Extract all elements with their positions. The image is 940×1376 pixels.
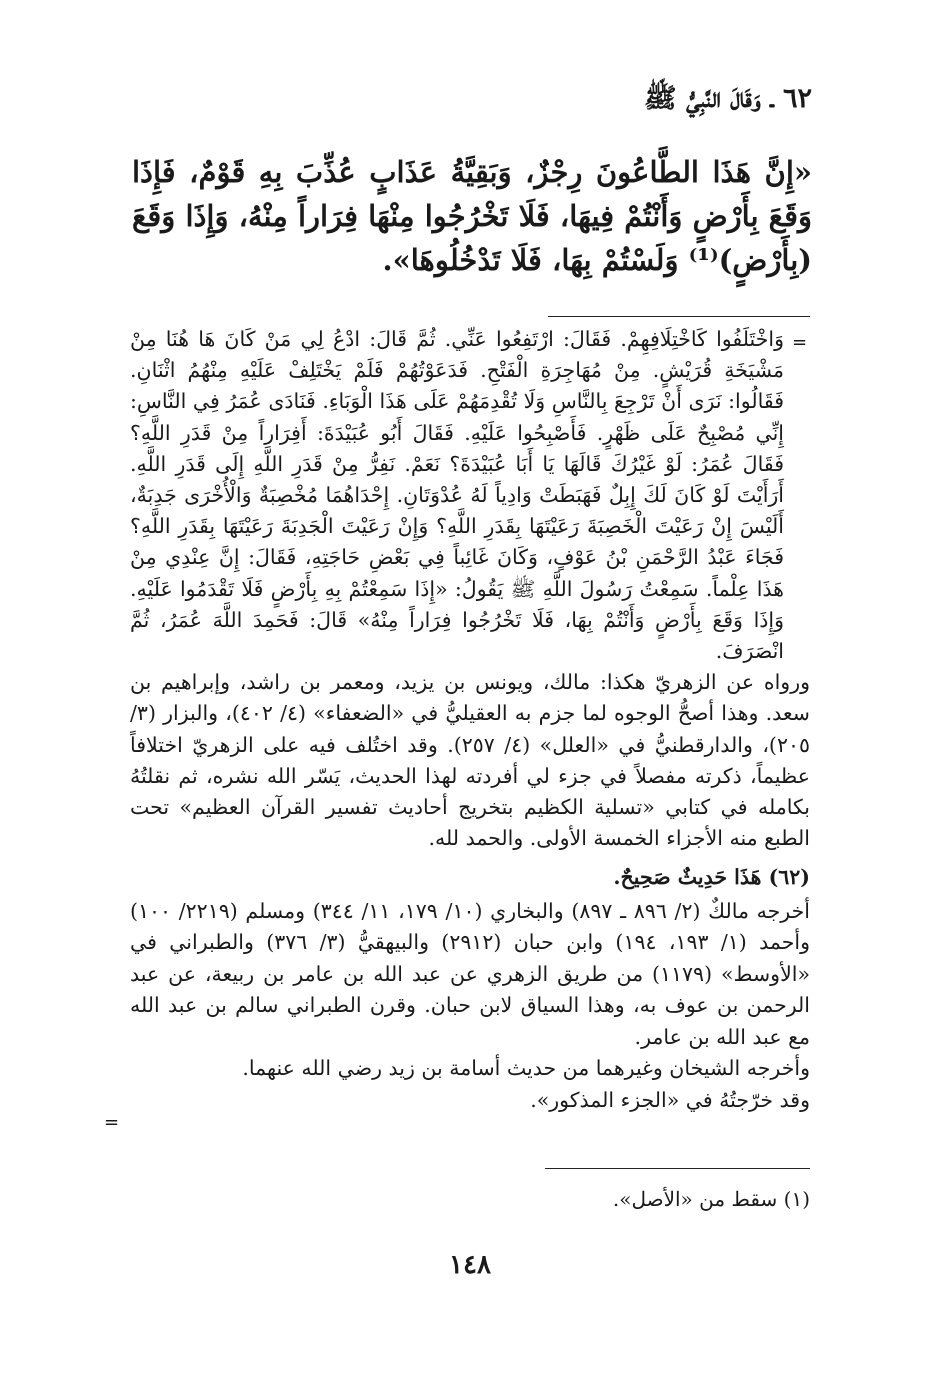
commentary-paragraph: ورواه عن الزهريّ هكذا: مالك، ويونس بن يزيد، ومعمر بن راشد، وإبراهيم بن سعد. وهذا أصحُّ الوجوه لما جزم به العقيليُّ في «الضعفاء» (٤/ ٤٠٢)، والبزار (٣/ ٢٠٥)، والدارقطنيُّ في «العلل» (٤/ ٢٥٧). وقد اختُلف فيه على الزهريّ اختلافاً عظيماً، ذكرته مفصلاً في جزء لي أفردته لهذا الحديث، يَسّر الله نشره، ثم نقلتُهُ بكامله في كتابي «تسلية الكظيم بتخريج أحاديث تفسير القرآن العظيم» تحت الطبع منه الأجزاء الخمسة الأولى. والحمد لله. xyxy=(130,670,810,851)
takhrij-paragraph: وأخرجه الشيخان وغيرهما من حديث أسامة بن زيد رضي الله عنهما. xyxy=(242,1056,810,1080)
takhrij-section xyxy=(130,862,810,1116)
hadith-text: «إِنَّ هَذَا الطَّاعُونَ رِجْزٌ، وَبَقِيَّةُ عَذَابٍ عُذِّبَ بِهِ قَوْمٌ، فَإِذَا وَقَعَ بِأَرْضٍ وَأَنْتُمْ فِيهَا، فَلَا تَخْرُجُوا مِنْهَا فِرَاراً مِنْهُ، وَإِذَا وَقَعَ (بِأَرْضٍ)⁽¹⁾ وَلَسْتُمْ بِهَا، فَلَا تَدْخُلُوهَا». xyxy=(132,155,812,277)
continuation-marker-top: = xyxy=(792,332,808,353)
page-number: ١٤٨ xyxy=(449,1250,491,1280)
takhrij-paragraph: وقد خرّجتُهُ في «الجزء المذكور». xyxy=(530,1087,810,1112)
footnote: (١) سقط من «الأصل». xyxy=(612,1187,810,1211)
hadith-heading: ٦٢ ـ وَقَالَ النَّبِيُّ ﷺ xyxy=(644,83,812,114)
takhrij-paragraph: أخرجه مالكٌ (٢/ ٨٩٦ ـ ٨٩٧) والبخاري (١٠/ ١٧٩، ١١/ ٣٤٤) ومسلم (٢٢١٩/ ١٠٠) وأحمد (١/ ١٩٣، ١٩٤) وابن حبان (٢٩١٢) والبيهقيُّ (٣/ ٣٧٦) والطبراني في «الأوسط» (١١٧٩) من طريق الزهري عن عبد الله بن عامر بن ربيعة، عن عبد الرحمن بن عوف به، وهذا السياق لابن حبان. وقرن الطبراني سالم بن عبد الله مع عبد الله بن عامر. xyxy=(130,898,810,1049)
takhrij-label: (٦٢) هَذَا حَدِيثٌ صَحِيحٌ. xyxy=(613,865,810,889)
footnote-separator-top xyxy=(548,316,810,317)
commentary-paragraph: وَاخْتَلَفُوا كَاخْتِلَافِهِمْ. فَقَالَ: ارْتَفِعُوا عَنِّي. ثُمَّ قَالَ: ادْعُ لِي مَنْ كَانَ هَا هُنَا مِنْ مَشْيَخَةِ قُرَيْشٍ. مِنْ مُهَاجِرَةِ الْفَتْحِ. فَدَعَوْتُهُمْ فَلَمْ يَخْتَلِفْ عَلَيْهِ مِنْهُمُ اثْنَانِ. فَقَالُوا: نَرَى أَنْ تَرْجِعَ بِالنَّاسِ وَلَا تُقْدِمَهُمْ عَلَى هَذَا الْوَبَاءِ. فَنَادَى عُمَرُ فِي النَّاسِ: إِنِّي مُصْبِحٌ عَلَى ظَهْرٍ. فَأَصْبِحُوا عَلَيْهِ. فَقَالَ أَبُو عُبَيْدَةَ: أَفِرَاراً مِنْ قَدَرِ اللَّهِ؟ فَقَالَ عُمَرُ: لَوْ غَيْرُكَ قَالَهَا يَا أَبَا عُبَيْدَةَ؟ نَعَمْ. نَفِرُّ مِنْ قَدَرِ اللَّهِ إِلَى قَدَرِ اللَّهِ. أَرَأَيْتَ لَوْ كَانَ لَكَ إِبِلٌ فَهَبَطَتْ وَادِياً لَهُ عُدْوَتَانِ. إِحْدَاهُمَا مُخْصِبَةٌ وَالْأُخْرَى جَدِبَةٌ، أَلَيْسَ إِنْ رَعَيْتَ الْخَصِبَةَ رَعَيْتَهَا بِقَدَرِ اللَّهِ؟ وَإِنْ رَعَيْتَ الْجَدِبَةَ رَعَيْتَهَا بِقَدَرِ اللَّهِ؟ فَجَاءَ عَبْدُ الرَّحْمَنِ بْنُ عَوْفٍ، وَكَانَ غَائِباً فِي بَعْضِ حَاجَتِهِ، فَقَالَ: إِنَّ عِنْدِي مِنْ هَذَا عِلْماً. سَمِعْتُ رَسُولَ اللَّهِ ﷺ يَقُولُ: «إِذَا سَمِعْتُمْ بِهِ بِأَرْضٍ فَلَا تَقْدَمُوا عَلَيْهِ. وَإِذَا وَقَعَ بِأَرْضٍ وَأَنْتُمْ بِهَا، فَلَا تَخْرُجُوا فِرَاراً مِنْهُ» قَالَ: فَحَمِدَ اللَّهَ عُمَرُ، ثُمَّ انْصَرَفَ. xyxy=(130,327,784,664)
continuation-marker-bottom: = xyxy=(104,1112,120,1133)
footnote-separator-bottom xyxy=(545,1168,810,1169)
commentary-notes xyxy=(130,324,810,854)
